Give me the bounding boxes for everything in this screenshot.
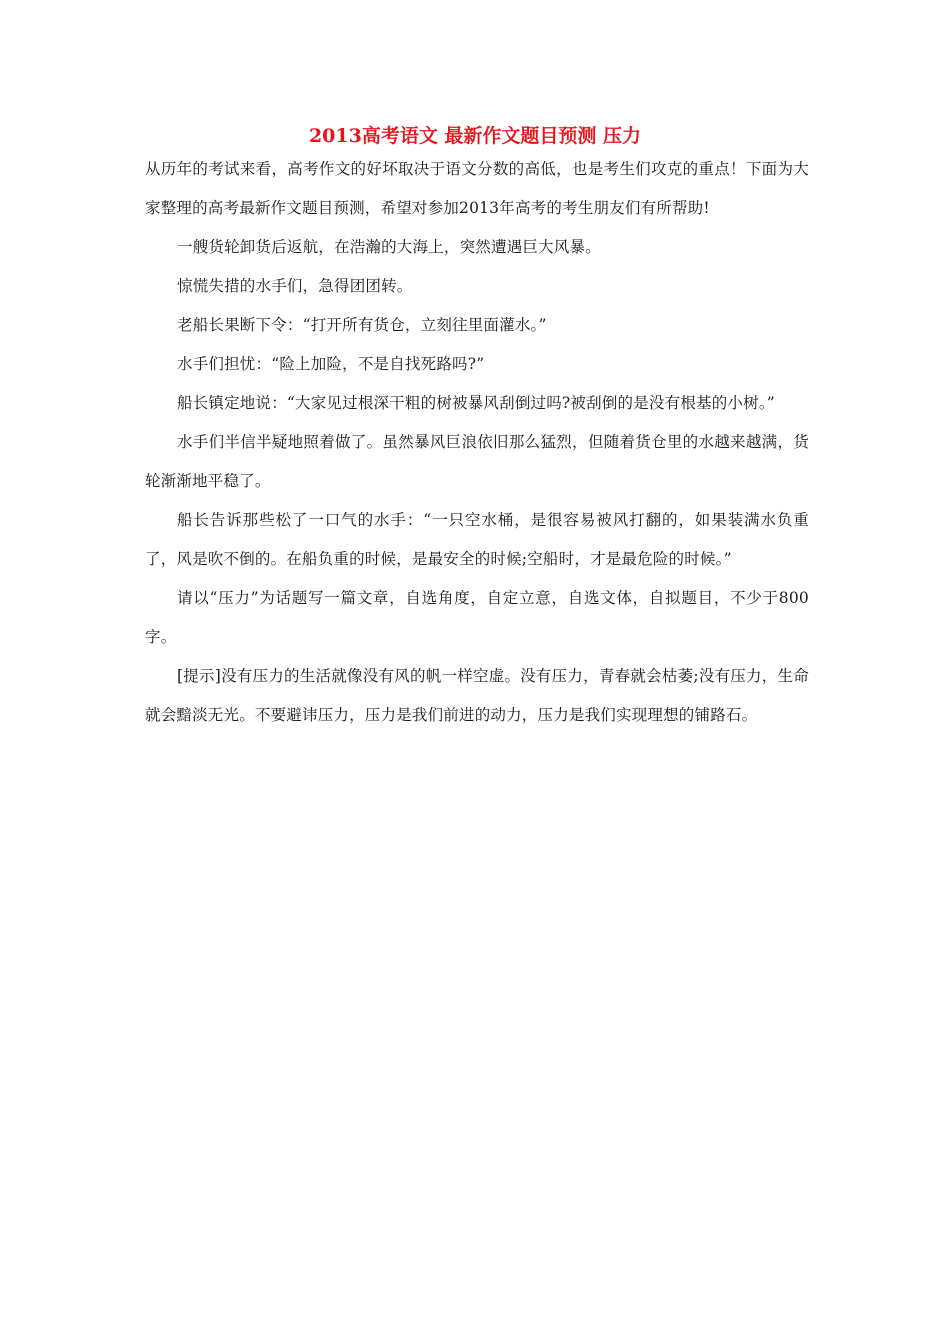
story-paragraph-5: 船长镇定地说：“大家见过根深干粗的树被暴风刮倒过吗?被刮倒的是没有根基的小树。” [177, 394, 775, 412]
story-paragraph-2: 惊慌失措的水手们，急得团团转。 [177, 277, 413, 295]
document-body [145, 150, 809, 735]
story-paragraph-3: 老船长果断下令：“打开所有货仓，立刻往里面灌水。” [177, 316, 547, 334]
story-paragraph-6: 水手们半信半疑地照着做了。虽然暴风巨浪依旧那么猛烈，但随着货仓里的水越来越满，货轮渐渐地平稳了。 [145, 433, 809, 490]
hint-paragraph: [提示]没有压力的生活就像没有风的帆一样空虚。没有压力，青春就会枯萎;没有压力，生命就会黯淡无光。不要避讳压力，压力是我们前进的动力，压力是我们实现理想的铺路石。 [145, 667, 809, 724]
document-title: 2013高考语文 最新作文题目预测 压力 [308, 125, 642, 147]
story-paragraph-7: 船长告诉那些松了一口气的水手：“一只空水桶，是很容易被风打翻的，如果装满水负重了，风是吹不倒的。在船负重的时候，是最安全的时候;空船时，才是最危险的时候。” [145, 511, 809, 568]
intro-paragraph: 从历年的考试来看，高考作文的好坏取决于语文分数的高低，也是考生们攻克的重点！下面为大家整理的高考最新作文题目预测，希望对参加2013年高考的考生朋友们有所帮助! [145, 160, 809, 217]
story-paragraph-4: 水手们担忧：“险上加险，不是自找死路吗?” [177, 355, 485, 373]
prompt-paragraph: 请以“压力”为话题写一篇文章，自选角度，自定立意，自选文体，自拟题目，不少于800字。 [145, 589, 809, 646]
story-paragraph-1: 一艘货轮卸货后返航，在浩瀚的大海上，突然遭遇巨大风暴。 [177, 238, 601, 256]
